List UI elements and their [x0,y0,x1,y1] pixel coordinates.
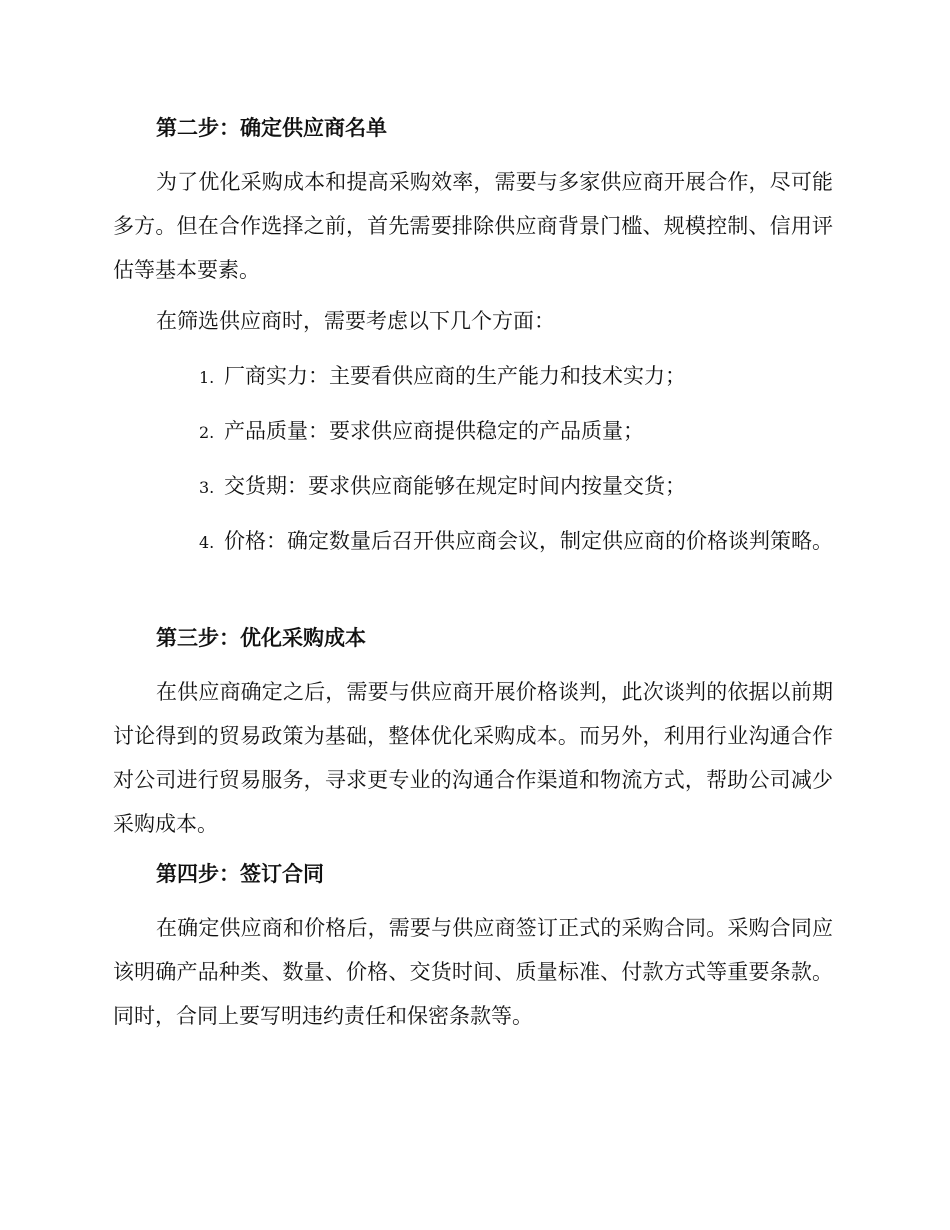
step2-paragraph-1: 为了优化采购成本和提高采购效率，需要与多家供应商开展合作，尽可能多方。但在合作选择之前，首先需要排除供应商背景门槛、规模控制、信用评估等基本要素。 [113,170,833,282]
list-number: 3. [199,478,215,497]
list-text: 交货期：要求供应商能够在规定时间内按量交货； [224,474,686,498]
list-item [113,519,833,565]
list-text: 产品质量：要求供应商提供稳定的产品质量； [224,419,644,443]
list-text: 厂商实力：主要看供应商的生产能力和技术实力； [224,364,686,388]
step2-paragraph-2: 在筛选供应商时，需要考虑以下几个方面： [156,309,555,333]
step4-heading: 第四步：签订合同 [156,861,324,886]
list-item [113,409,833,455]
step2-heading: 第二步：确定供应商名单 [156,115,387,140]
step3-heading: 第三步：优化采购成本 [156,625,366,650]
step4-paragraph: 在确定供应商和价格后，需要与供应商签订正式的采购合同。采购合同应该明确产品种类、数量、价格、交货时间、质量标准、付款方式等重要条款。同时，合同上要写明违约责任和保密条款等。 [113,916,833,1028]
list-item [113,354,833,400]
list-number: 2. [199,423,215,442]
list-item [113,464,833,510]
step3-paragraph: 在供应商确定之后，需要与供应商开展价格谈判，此次谈判的依据以前期讨论得到的贸易政策为基础，整体优化采购成本。而另外，利用行业沟通合作对公司进行贸易服务，寻求更专业的沟通合作渠道和物流方式，帮助公司减少采购成本。 [113,680,833,836]
list-number: 1. [199,368,215,387]
list-text: 价格：确定数量后召开供应商会议，制定供应商的价格谈判策略。 [224,529,833,553]
list-number: 4. [199,533,215,552]
